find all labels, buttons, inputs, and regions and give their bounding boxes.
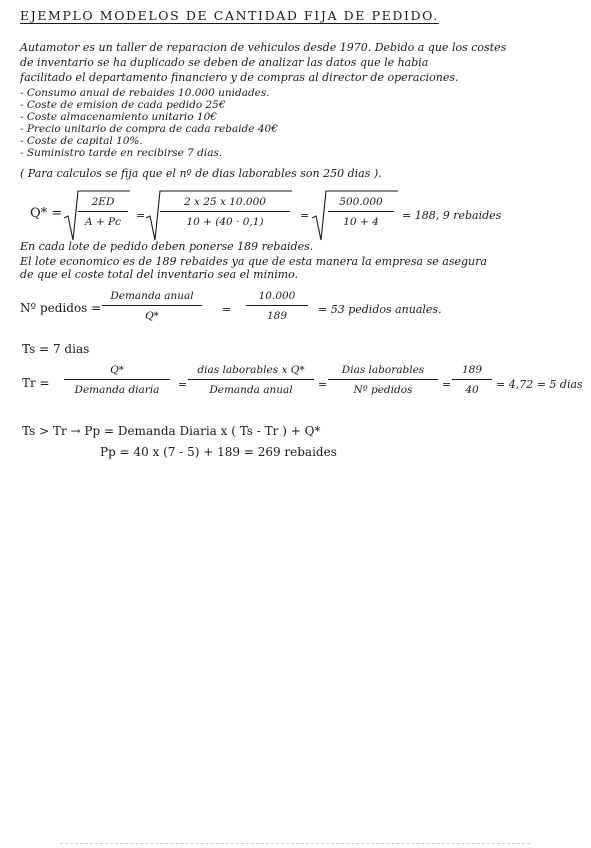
ts-value: Ts = 7 dias (22, 342, 90, 356)
tr-fraction-1: Q* Demanda diaria (64, 364, 170, 396)
reorder-point-formula: Ts > Tr → Pp = Demanda Diaria x ( Ts - Tr ) + Q* (22, 424, 321, 438)
eoq-equals-2: = (300, 209, 310, 222)
tr-equals-2: = (318, 378, 328, 391)
bullet-capital-cost: - Coste de capital 10%. (20, 135, 143, 147)
eoq-lhs: Q* = (30, 206, 63, 221)
scan-edge-line (60, 843, 530, 845)
eoq-fraction-2: 2 x 25 x 10.000 10 + (40 · 0,1) (160, 196, 290, 228)
intro-line-2: de inventario se ha duplicado se deben de analizar las datos que le habia (20, 56, 429, 69)
bullet-order-cost: - Coste de emision de cada pedido 25€ (20, 99, 226, 111)
eoq-fraction-3: 500.000 10 + 4 (328, 196, 394, 228)
tr-fraction-3: Dias laborables Nº pedidos (328, 364, 438, 396)
eoq-result: = 188, 9 rebaides (402, 209, 502, 222)
lot-statement-1: En cada lote de pedido deben ponerse 189 rebaides. (20, 240, 314, 253)
tr-lhs: Tr = (22, 376, 50, 390)
intro-line-3: facilitado el departamento financiero y de compras al director de operaciones. (20, 71, 459, 84)
tr-fraction-2: dias laborables x Q* Demanda anual (188, 364, 314, 396)
lot-statement-3: de que el coste total del inventario sea el minimo. (20, 268, 299, 281)
page-title: EJEMPLO MODELOS DE CANTIDAD FIJA DE PEDIDO. (20, 8, 439, 23)
eoq-equals-1: = (136, 209, 146, 222)
bullet-storage-cost: - Coste almacenamiento unitario 10€ (20, 111, 217, 123)
eoq-fraction-1: 2ED A + Pc (78, 196, 128, 228)
tr-equals-1: = (178, 378, 188, 391)
tr-equals-3: = (442, 378, 452, 391)
bullet-annual-consumption: - Consumo anual de rebaides 10.000 unidades. (20, 87, 270, 99)
working-days-note: ( Para calculos se fija que el nº de dias laborables son 250 dias ). (20, 167, 382, 180)
orders-fraction-1: Demanda anual Q* (102, 290, 202, 322)
lot-statement-2: El lote economico es de 189 rebaides ya que de esta manera la empresa se asegura (20, 255, 487, 268)
tr-fraction-4: 189 40 (452, 364, 492, 396)
intro-line-1: Autamotor es un taller de reparacion de vehiculos desde 1970. Debido a que los costes (20, 41, 507, 54)
bullet-unit-price: - Precio unitario de compra de cada rebaide 40€ (20, 123, 278, 135)
tr-result: = 4,72 = 5 dias (496, 378, 583, 391)
orders-result: = 53 pedidos anuales. (318, 303, 442, 316)
orders-equals: = (222, 303, 232, 316)
reorder-point-result: Pp = 40 x (7 - 5) + 189 = 269 rebaides (100, 445, 337, 459)
orders-lhs: Nº pedidos = (20, 301, 102, 315)
orders-fraction-2: 10.000 189 (246, 290, 308, 322)
bullet-lead-time: - Suministro tarde en recibirse 7 dias. (20, 147, 223, 159)
